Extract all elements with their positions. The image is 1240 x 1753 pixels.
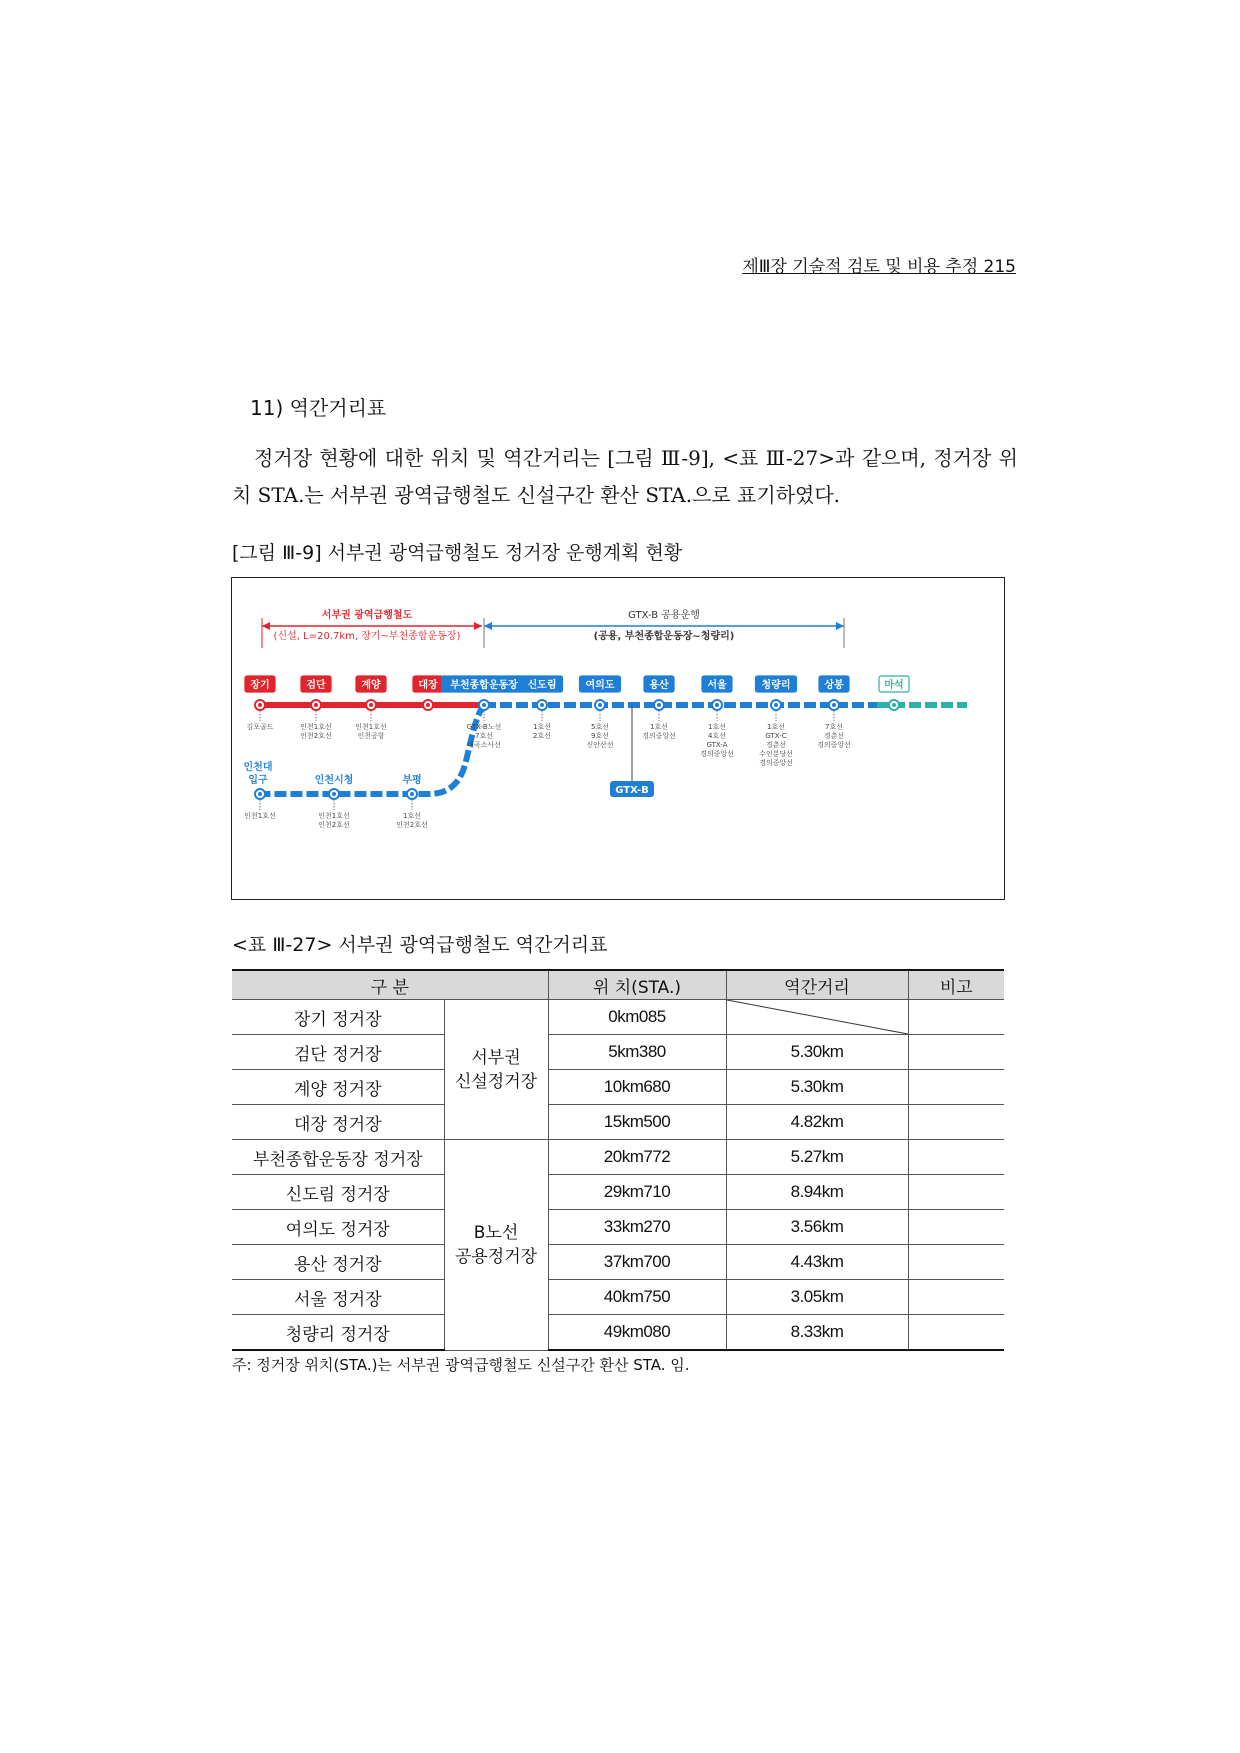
route-map-figure — [231, 577, 1005, 900]
transfer-line-label: 1호선 — [533, 723, 551, 731]
remark-cell — [908, 1175, 1004, 1210]
header-distance: 역간거리 — [726, 970, 908, 1000]
remark-cell — [908, 1000, 1004, 1035]
group-shared-stations — [444, 1140, 548, 1351]
figure-caption: [그림 Ⅲ-9] 서부권 광역급행철도 정거장 운행계획 현황 — [232, 542, 683, 564]
station-name: 용산 정거장 — [232, 1245, 444, 1280]
header-location: 위 치(STA.) — [548, 970, 726, 1000]
remark-cell — [908, 1105, 1004, 1140]
station-name: 청량리 — [761, 680, 791, 691]
station-distance-table — [232, 969, 1004, 1351]
sta-value: 37km700 — [548, 1245, 726, 1280]
table-row — [232, 1070, 1004, 1105]
transfer-line-label: 1호선 — [650, 723, 668, 731]
sta-value: 0km085 — [548, 1000, 726, 1035]
station-name: 서울 정거장 — [232, 1280, 444, 1315]
station-marker-dot — [258, 703, 262, 707]
table-note: 주: 정거장 위치(STA.)는 서부권 광역급행철도 신설구간 환산 STA. 임. — [232, 1356, 690, 1374]
shared-section-title: GTX-B 공용운행 — [628, 610, 700, 621]
remark-cell — [908, 1280, 1004, 1315]
table-header-row — [232, 970, 1004, 1000]
transfer-line-label: 경춘선 — [823, 732, 845, 740]
distance-empty-slash — [726, 1000, 908, 1035]
station-name: 마석 — [884, 680, 904, 691]
transfer-line-label: 인천공항 — [357, 732, 385, 740]
station-name: 장기 정거장 — [232, 1000, 444, 1035]
transfer-line-label: 7호선 — [825, 723, 843, 731]
distance-value: 8.94km — [726, 1175, 908, 1210]
table-row — [232, 1140, 1004, 1175]
new-section-title: 서부권 광역급행철도 — [321, 610, 413, 621]
transfer-line-label: 경의중앙선 — [642, 732, 676, 740]
branch-station-name: 인천시청 — [314, 775, 354, 786]
sta-value: 15km500 — [548, 1105, 726, 1140]
station-name: 여의도 — [585, 680, 615, 691]
sta-value: 29km710 — [548, 1175, 726, 1210]
station-name: 계양 — [361, 680, 381, 691]
station-name: 청량리 정거장 — [232, 1315, 444, 1351]
branch-line — [260, 705, 484, 794]
gtx-b-label: GTX-B — [615, 785, 649, 796]
transfer-line-label: 4호선 — [708, 732, 726, 740]
table-row — [232, 1315, 1004, 1351]
distance-value: 5.30km — [726, 1035, 908, 1070]
station-marker-dot — [598, 703, 602, 707]
remark-cell — [908, 1210, 1004, 1245]
transfer-line-label: GTX-C — [765, 732, 787, 740]
running-header: 제Ⅲ장 기술적 검토 및 비용 추정 215 — [742, 257, 1016, 277]
transfer-line-label: GTX-A — [706, 741, 728, 749]
group-new-line2: 신설정거장 — [454, 1071, 538, 1092]
transfer-line-label: 인천2호선 — [396, 821, 428, 829]
section-title: 11) 역간거리표 — [250, 396, 387, 420]
station-marker-dot — [892, 703, 896, 707]
remark-cell — [908, 1140, 1004, 1175]
distance-value: 3.05km — [726, 1280, 908, 1315]
transfer-line-label: 경의중앙선 — [817, 741, 851, 749]
route-map-svg — [232, 578, 1003, 898]
remark-cell — [908, 1245, 1004, 1280]
transfer-line-label: 경의중앙선 — [759, 759, 793, 767]
station-name: 대장 — [418, 680, 438, 691]
distance-value: 5.30km — [726, 1070, 908, 1105]
transfer-line-label: 5호선 — [591, 723, 609, 731]
transfer-line-label: 인천2호선 — [318, 821, 350, 829]
transfer-line-label: 대곡소사선 — [467, 741, 501, 749]
station-marker-dot — [715, 703, 719, 707]
body-paragraph: 정거장 현황에 대한 위치 및 역간거리는 [그림 Ⅲ-9], <표 Ⅲ-27>과 같으며, 정거장 위치 STA.는 서부권 광역급행철도 신설구간 환산 STA.으로 표기하였다. — [232, 446, 1018, 507]
branch-station-name: 입구 — [248, 775, 268, 786]
transfer-line-label: 인천1호선 — [355, 723, 387, 731]
header-remark: 비고 — [908, 970, 1004, 1000]
station-marker-dot — [832, 703, 836, 707]
new-section-subtitle: (신설, L=20.7km, 장기~부천종합운동장) — [273, 631, 461, 642]
station-name: 신도림 정거장 — [232, 1175, 444, 1210]
transfer-line-label: 인천1호선 — [318, 812, 350, 820]
sta-value: 5km380 — [548, 1035, 726, 1070]
distance-value: 8.33km — [726, 1315, 908, 1351]
group-shared-line2: 공용정거장 — [454, 1246, 538, 1267]
sta-value: 33km270 — [548, 1210, 726, 1245]
station-marker-dot — [314, 703, 318, 707]
table-row — [232, 1175, 1004, 1210]
station-marker-dot — [482, 703, 486, 707]
station-name: 용산 — [649, 680, 669, 691]
transfer-line-label: 신안산선 — [586, 741, 614, 749]
sta-value: 40km750 — [548, 1280, 726, 1315]
station-marker-dot — [774, 703, 778, 707]
header-division: 구 분 — [232, 970, 548, 1000]
station-marker-dot — [332, 792, 336, 796]
table-row — [232, 1210, 1004, 1245]
station-name: 상봉 — [824, 680, 844, 691]
transfer-line-label: 7호선 — [475, 732, 493, 740]
table-row — [232, 1105, 1004, 1140]
sta-value: 20km772 — [548, 1140, 726, 1175]
station-marker-dot — [410, 792, 414, 796]
distance-value: 4.82km — [726, 1105, 908, 1140]
transfer-line-label: 인천1호선 — [244, 812, 276, 820]
table-caption: <표 Ⅲ-27> 서부권 광역급행철도 역간거리표 — [232, 934, 608, 956]
table-row — [232, 1245, 1004, 1280]
table-row — [232, 1000, 1004, 1035]
station-name: 장기 — [250, 680, 270, 691]
group-shared-line1: B노선 — [473, 1222, 519, 1243]
transfer-line-label: 인천1호선 — [300, 723, 332, 731]
transfer-line-label: 1호선 — [767, 723, 785, 731]
station-name: 여의도 정거장 — [232, 1210, 444, 1245]
station-name: 부천종합운동장 — [450, 680, 518, 691]
transfer-line-label: 1호선 — [708, 723, 726, 731]
distance-value: 3.56km — [726, 1210, 908, 1245]
transfer-line-label: 수인분당선 — [759, 750, 793, 758]
remark-cell — [908, 1035, 1004, 1070]
station-marker-dot — [540, 703, 544, 707]
transfer-line-label: 2호선 — [533, 732, 551, 740]
station-name: 검단 — [306, 680, 326, 691]
distance-value: 4.43km — [726, 1245, 908, 1280]
sta-value: 49km080 — [548, 1315, 726, 1351]
remark-cell — [908, 1315, 1004, 1351]
table-row — [232, 1280, 1004, 1315]
station-marker-dot — [258, 792, 262, 796]
sta-value: 10km680 — [548, 1070, 726, 1105]
station-marker-dot — [369, 703, 373, 707]
group-new-stations — [444, 1000, 548, 1140]
group-new-line1: 서부권 — [471, 1047, 521, 1068]
shared-section-subtitle: (공용, 부천종합운동장~청량리) — [593, 631, 735, 642]
distance-value: 5.27km — [726, 1140, 908, 1175]
station-name: 신도림 — [527, 680, 557, 691]
station-name: 계양 정거장 — [232, 1070, 444, 1105]
branch-station-name: 인천대 — [243, 762, 273, 773]
transfer-line-label: 9호선 — [591, 732, 609, 740]
station-marker-dot — [657, 703, 661, 707]
station-name: 부천종합운동장 정거장 — [232, 1140, 444, 1175]
branch-station-name: 부평 — [402, 775, 422, 786]
transfer-line-label: 경의중앙선 — [700, 750, 734, 758]
transfer-line-label: GTX-B노선 — [466, 723, 502, 731]
transfer-line-label: 경춘선 — [765, 741, 787, 749]
remark-cell — [908, 1070, 1004, 1105]
transfer-line-label: 김포골드 — [246, 723, 274, 731]
station-marker-dot — [426, 703, 430, 707]
station-name: 서울 — [707, 680, 727, 691]
station-name: 대장 정거장 — [232, 1105, 444, 1140]
table-row — [232, 1035, 1004, 1070]
transfer-line-label: 1호선 — [403, 812, 421, 820]
transfer-line-label: 인천2호선 — [300, 732, 332, 740]
station-name: 검단 정거장 — [232, 1035, 444, 1070]
